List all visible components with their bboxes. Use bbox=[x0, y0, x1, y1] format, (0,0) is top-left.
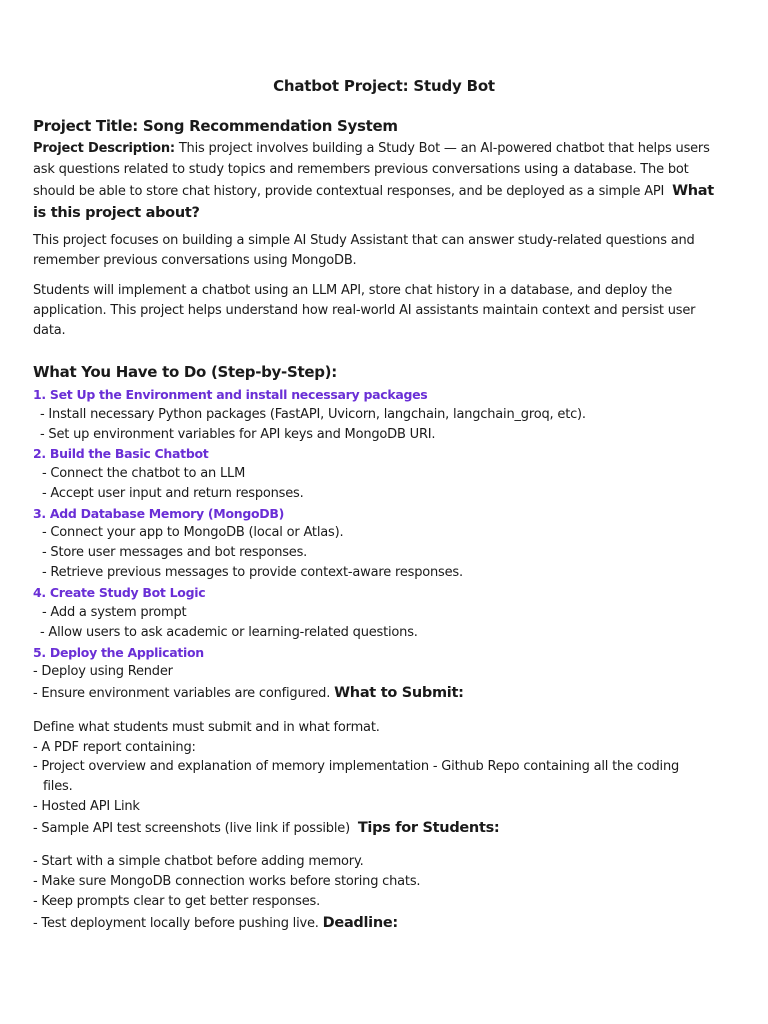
about-para1-line-1: This project focuses on building a simple AI Study Assistant that can answer study-related questions and bbox=[33, 233, 695, 248]
step-4-label: 4. Create Study Bot Logic bbox=[33, 585, 206, 600]
submit-line-1: Define what students must submit and in what format. bbox=[33, 720, 380, 735]
step-4-item-1: - Add a system prompt bbox=[42, 605, 187, 620]
deadline-heading: Deadline: bbox=[322, 915, 398, 931]
description-line-3 bbox=[33, 183, 714, 200]
document-title: Chatbot Project: Study Bot bbox=[273, 77, 495, 95]
step-3-label: 3. Add Database Memory (MongoDB) bbox=[33, 506, 284, 521]
submit-line-6 bbox=[33, 820, 499, 837]
submit-line-3: - Project overview and explanation of memory implementation - Github Repo containing all the coding bbox=[33, 759, 680, 774]
project-title: Project Title: Song Recommendation System bbox=[33, 117, 398, 135]
tips-line-2: - Make sure MongoDB connection works before storing chats. bbox=[33, 874, 421, 889]
step-3-item-1: - Connect your app to MongoDB (local or Atlas). bbox=[42, 525, 344, 540]
submit-line-5: - Hosted API Link bbox=[33, 799, 140, 814]
description-line-2: ask questions related to study topics and remembers previous conversations using a database. The bot bbox=[33, 162, 689, 177]
step-5-label: 5. Deploy the Application bbox=[33, 645, 204, 660]
submit-line-6-text: - Sample API test screenshots (live link if possible) bbox=[33, 821, 350, 836]
description-text-3: should be able to store chat history, provide contextual responses, and be deployed as a simple API bbox=[33, 184, 665, 199]
step-5-item-2-text: - Ensure environment variables are configured. bbox=[33, 686, 331, 701]
description-line-1 bbox=[33, 140, 710, 157]
steps-heading: What You Have to Do (Step-by-Step): bbox=[33, 363, 337, 381]
tips-line-4-text: - Test deployment locally before pushing live. bbox=[33, 916, 319, 931]
tips-heading: Tips for Students: bbox=[357, 820, 500, 836]
step-2-item-1: - Connect the chatbot to an LLM bbox=[42, 466, 246, 481]
step-2-item-2: - Accept user input and return responses. bbox=[42, 486, 304, 501]
step-5-item-1: - Deploy using Render bbox=[33, 664, 173, 679]
about-para2-line-3: data. bbox=[33, 323, 66, 338]
submit-line-4: files. bbox=[43, 779, 73, 794]
step-1-item-1: - Install necessary Python packages (FastAPI, Uvicorn, langchain, langchain_groq, etc). bbox=[40, 407, 586, 422]
step-1-label: 1. Set Up the Environment and install necessary packages bbox=[33, 387, 428, 402]
step-2-label: 2. Build the Basic Chatbot bbox=[33, 446, 209, 461]
about-para1-line-2: remember previous conversations using MongoDB. bbox=[33, 253, 357, 268]
tips-line-3: - Keep prompts clear to get better responses. bbox=[33, 894, 320, 909]
description-text-1: This project involves building a Study Bot — an AI-powered chatbot that helps users bbox=[178, 141, 710, 156]
step-3-item-2: - Store user messages and bot responses. bbox=[42, 545, 308, 560]
about-heading-part2: is this project about? bbox=[33, 205, 200, 221]
step-3-item-3: - Retrieve previous messages to provide context-aware responses. bbox=[42, 565, 463, 580]
tips-line-4 bbox=[33, 915, 398, 932]
description-label: Project Description: bbox=[33, 141, 175, 156]
step-4-item-2: - Allow users to ask academic or learning-related questions. bbox=[40, 625, 418, 640]
submit-line-2: - A PDF report containing: bbox=[33, 740, 196, 755]
submit-heading: What to Submit: bbox=[334, 685, 464, 701]
about-para2-line-1: Students will implement a chatbot using an LLM API, store chat history in a database, and deploy the bbox=[33, 283, 673, 298]
tips-line-1: - Start with a simple chatbot before adding memory. bbox=[33, 854, 364, 869]
step-5-item-2 bbox=[33, 685, 464, 702]
about-heading-part1: What bbox=[672, 183, 714, 199]
about-para2-line-2: application. This project helps understand how real-world AI assistants maintain context and persist user bbox=[33, 303, 696, 318]
step-1-item-2: - Set up environment variables for API keys and MongoDB URI. bbox=[40, 427, 436, 442]
